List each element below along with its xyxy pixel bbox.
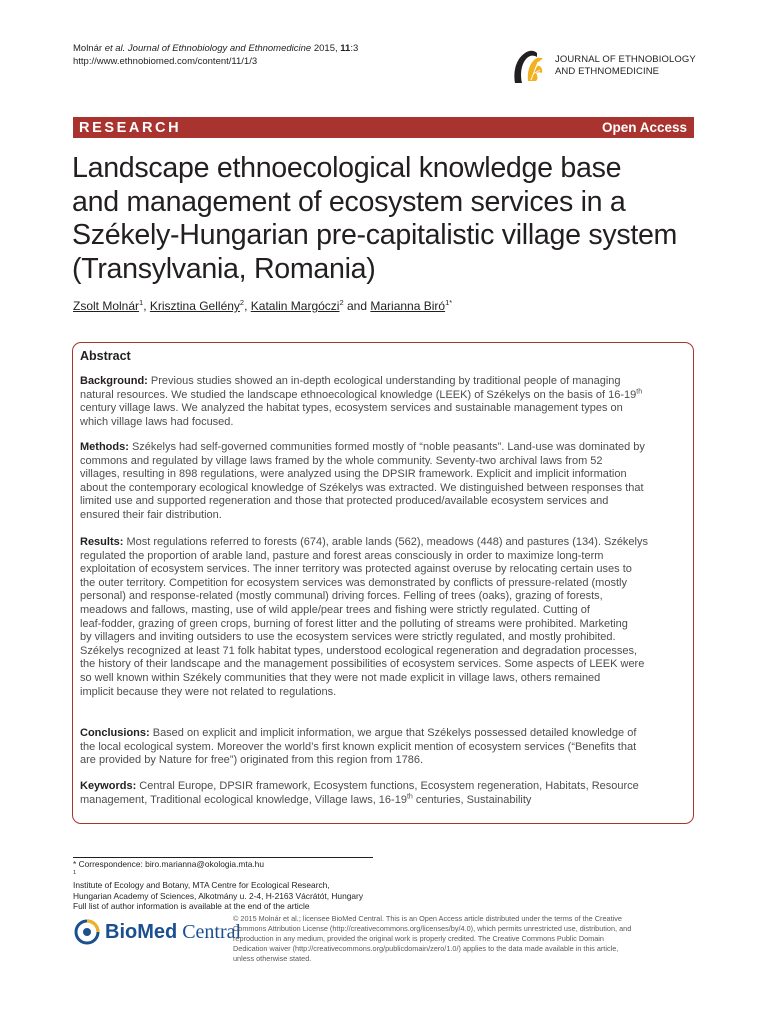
section-label: Background: bbox=[80, 375, 148, 387]
abstract-line: by villagers and inviting outsiders to use the ecosystem services were strictly regulated, and mostly prohibited. bbox=[80, 631, 616, 644]
abstract-line: about the contemporary ecological knowledge of Székelys was extracted. We distinguished between responses that bbox=[80, 481, 644, 494]
abstract-background bbox=[80, 375, 686, 429]
article-type-banner bbox=[73, 117, 694, 138]
abstract-text: Most regulations referred to forests (674), arable lands (562), meadows (448) and pastures (134). Székelys bbox=[123, 536, 648, 548]
abstract-line: century village laws. We analyzed the habitat types, ecosystem services and sustainable management types on bbox=[80, 402, 623, 415]
journal-logo bbox=[507, 45, 696, 87]
journal-name-line2: AND ETHNOMEDICINE bbox=[555, 66, 660, 77]
citation-journal: Journal of Ethnobiology and Ethnomedicine bbox=[125, 43, 312, 54]
citation-et-al: et al. bbox=[104, 43, 126, 54]
abstract-line: villages, resulting in 898 regulations, were analyzed using the DPSIR framework. Explicit and implicit information bbox=[80, 468, 627, 481]
license-line: unless otherwise stated. bbox=[233, 954, 312, 964]
abstract-line bbox=[80, 727, 686, 741]
footnote-divider bbox=[73, 857, 373, 858]
citation-authors: Molnár bbox=[73, 43, 105, 54]
title-line: and management of ecosystem services in a bbox=[72, 185, 626, 218]
affiliation-sup: 1 bbox=[73, 869, 77, 876]
abstract-line: the local ecological system. Moreover the world’s first known explicit mention of ecosystem services (“Benefits that bbox=[80, 740, 637, 753]
abstract-text: Based on explicit and implicit information, we argue that Székelys possessed detailed knowledge of bbox=[149, 727, 637, 739]
abstract-line bbox=[80, 389, 686, 403]
correspondence-note[interactable]: * Correspondence: biro.marianna@okologia.mta.hu bbox=[73, 859, 264, 869]
abstract-line: the history of their landscape and the management possibilities of ecosystem services. Some aspects of LEEK were bbox=[80, 658, 645, 671]
ethnobiology-head-leaf-icon bbox=[507, 45, 549, 87]
publisher-name-light: Central bbox=[177, 920, 242, 943]
title-line: (Transylvania, Romania) bbox=[72, 252, 376, 285]
abstract-text: Previous studies showed an in-depth ecological understanding by traditional people of managing bbox=[147, 375, 621, 387]
abstract-line: which village laws had focused. bbox=[80, 415, 234, 428]
title-line: Landscape ethnoecological knowledge base bbox=[72, 152, 622, 184]
article-type-label: RESEARCH bbox=[79, 119, 182, 136]
abstract-line: commons and regulated by village laws framed by the whole community. Seventy-two archival laws from 52 bbox=[80, 454, 603, 467]
author-separator: , bbox=[143, 299, 150, 313]
abstract-line: so well known within Székely communities that they were not made explicit in village laws, others remained bbox=[80, 671, 601, 684]
publisher-name-bold: BioMed bbox=[105, 920, 178, 943]
title-line: Székely-Hungarian pre-capitalistic village system bbox=[72, 219, 678, 251]
footnotes bbox=[73, 859, 363, 912]
abstract-line bbox=[80, 375, 686, 389]
publisher-name bbox=[105, 921, 241, 944]
abstract-text: Székelys had self-governed communities formed mostly of “noble peasants”. Land-use was dominated by bbox=[128, 441, 645, 453]
article-title bbox=[72, 152, 692, 286]
abstract-line: are provided by Nature for free”) originated from this region from 1786. bbox=[80, 754, 423, 767]
section-label: Methods: bbox=[80, 441, 129, 453]
section-label: Conclusions: bbox=[80, 727, 150, 739]
abstract-line: ensured their fair distribution. bbox=[80, 508, 222, 521]
affiliation-line: Hungarian Academy of Sciences, Alkotmány u. 2-4, H-2163 Vácrátót, Hungary bbox=[73, 890, 364, 901]
author-affiliation-sup: 1 bbox=[139, 298, 144, 307]
license-notice bbox=[233, 914, 693, 964]
abstract-methods bbox=[80, 441, 686, 523]
abstract-conclusions bbox=[80, 727, 686, 768]
citation-url[interactable]: http://www.ethnobiomed.com/content/11/1/3 bbox=[73, 56, 258, 67]
abstract-line: leaf-fodder, grazing of green crops, burning of forest litter and the polluting of streams were prohibited. Marketing bbox=[80, 617, 628, 630]
citation-year: 2015, bbox=[311, 43, 341, 54]
license-line: Commons Attribution License (http://creativecommons.org/licenses/by/4.0), which permits unrestricted use, distribution, and bbox=[233, 924, 632, 934]
author-list bbox=[73, 299, 452, 313]
abstract-text: centuries, Sustainability bbox=[412, 793, 532, 806]
abstract-line: personal) and response-related (mostly communal) driving forces. Felling of trees (oaks), grazing of forests, bbox=[80, 590, 603, 603]
journal-name bbox=[555, 54, 696, 78]
author-link[interactable]: Marianna Biró bbox=[370, 299, 446, 313]
abstract-line bbox=[80, 794, 686, 808]
abstract-text: Central Europe, DPSIR framework, Ecosystem functions, Ecosystem regeneration, Habitats, Resource bbox=[136, 780, 639, 792]
abstract-line: implicit because they were not related to regulations. bbox=[80, 685, 337, 698]
section-label: Keywords: bbox=[80, 780, 137, 792]
abstract-line: Székelys recognized at least 71 folk habitat types, understood ecological regeneration and degradation processes, bbox=[80, 644, 638, 657]
open-access-badge: Open Access bbox=[601, 120, 687, 135]
abstract-line: regulated the proportion of arable land, pasture and forest areas consciously in order to maximize long-term bbox=[80, 549, 604, 562]
author-affiliation-sup: 2 bbox=[239, 298, 245, 307]
author-affiliation-sup: 1* bbox=[445, 298, 453, 307]
author-link[interactable]: Zsolt Molnár bbox=[73, 299, 140, 313]
abstract-results bbox=[80, 536, 686, 699]
biomed-central-circle-icon bbox=[73, 918, 101, 946]
citation-volume: 11 bbox=[340, 43, 351, 54]
abstract-line bbox=[80, 780, 686, 794]
abstract-line: the outer territory. Competition for ecosystem services was demonstrated by conflicts of pressure-related (mostly bbox=[80, 576, 627, 589]
author-affiliation-sup: 2 bbox=[339, 298, 344, 307]
citation-issue: :3 bbox=[350, 43, 359, 54]
author-separator: , bbox=[244, 299, 251, 313]
author-separator: and bbox=[343, 299, 371, 313]
abstract-heading: Abstract bbox=[80, 349, 131, 363]
license-line: reproduction in any medium, provided the original work is properly credited. The Creative Commons Public Domain bbox=[233, 934, 604, 944]
citation-header bbox=[73, 42, 358, 68]
abstract-line: exploitation of ecosystem services. The inner territory was protected against overuse by relocating certain uses to bbox=[80, 563, 632, 576]
journal-name-line1: JOURNAL OF ETHNOBIOLOGY bbox=[555, 54, 696, 65]
superscript: th bbox=[636, 387, 643, 395]
affiliation-text: Institute of Ecology and Botany, MTA Centre for Ecological Research, bbox=[73, 880, 330, 890]
author-link[interactable]: Katalin Margóczi bbox=[250, 299, 340, 313]
abstract-text: management, Traditional ecological knowledge, Village laws, 16-19 bbox=[80, 793, 407, 806]
abstract-line: limited use and supported regeneration and those that protected produced/available ecosystem services and bbox=[80, 495, 609, 508]
publisher-logo bbox=[73, 918, 241, 946]
abstract-keywords bbox=[80, 780, 686, 807]
abstract-line bbox=[80, 441, 686, 455]
citation-line bbox=[73, 42, 358, 55]
abstract-text: natural resources. We studied the landscape ethnoecological knowledge (LEEK) of Székelys on the basis of 16-19 bbox=[80, 388, 637, 401]
abstract-line bbox=[80, 536, 686, 550]
author-link[interactable]: Krisztina Gellény bbox=[149, 299, 240, 313]
affiliation-line bbox=[73, 870, 363, 891]
abstract-line: meadows and fallows, masting, use of wild apple/pear trees and fishing were strictly regulated. Cutting of bbox=[80, 603, 590, 616]
license-line: © 2015 Molnár et al.; licensee BioMed Central. This is an Open Access article distributed under the terms of the Creative bbox=[233, 914, 622, 923]
superscript: th bbox=[406, 792, 413, 800]
section-label: Results: bbox=[80, 536, 124, 548]
author-info-note: Full list of author information is available at the end of the article bbox=[73, 901, 310, 911]
license-line: Dedication waiver (http://creativecommons.org/publicdomain/zero/1.0/) applies to the data made available in this article, bbox=[233, 944, 619, 954]
